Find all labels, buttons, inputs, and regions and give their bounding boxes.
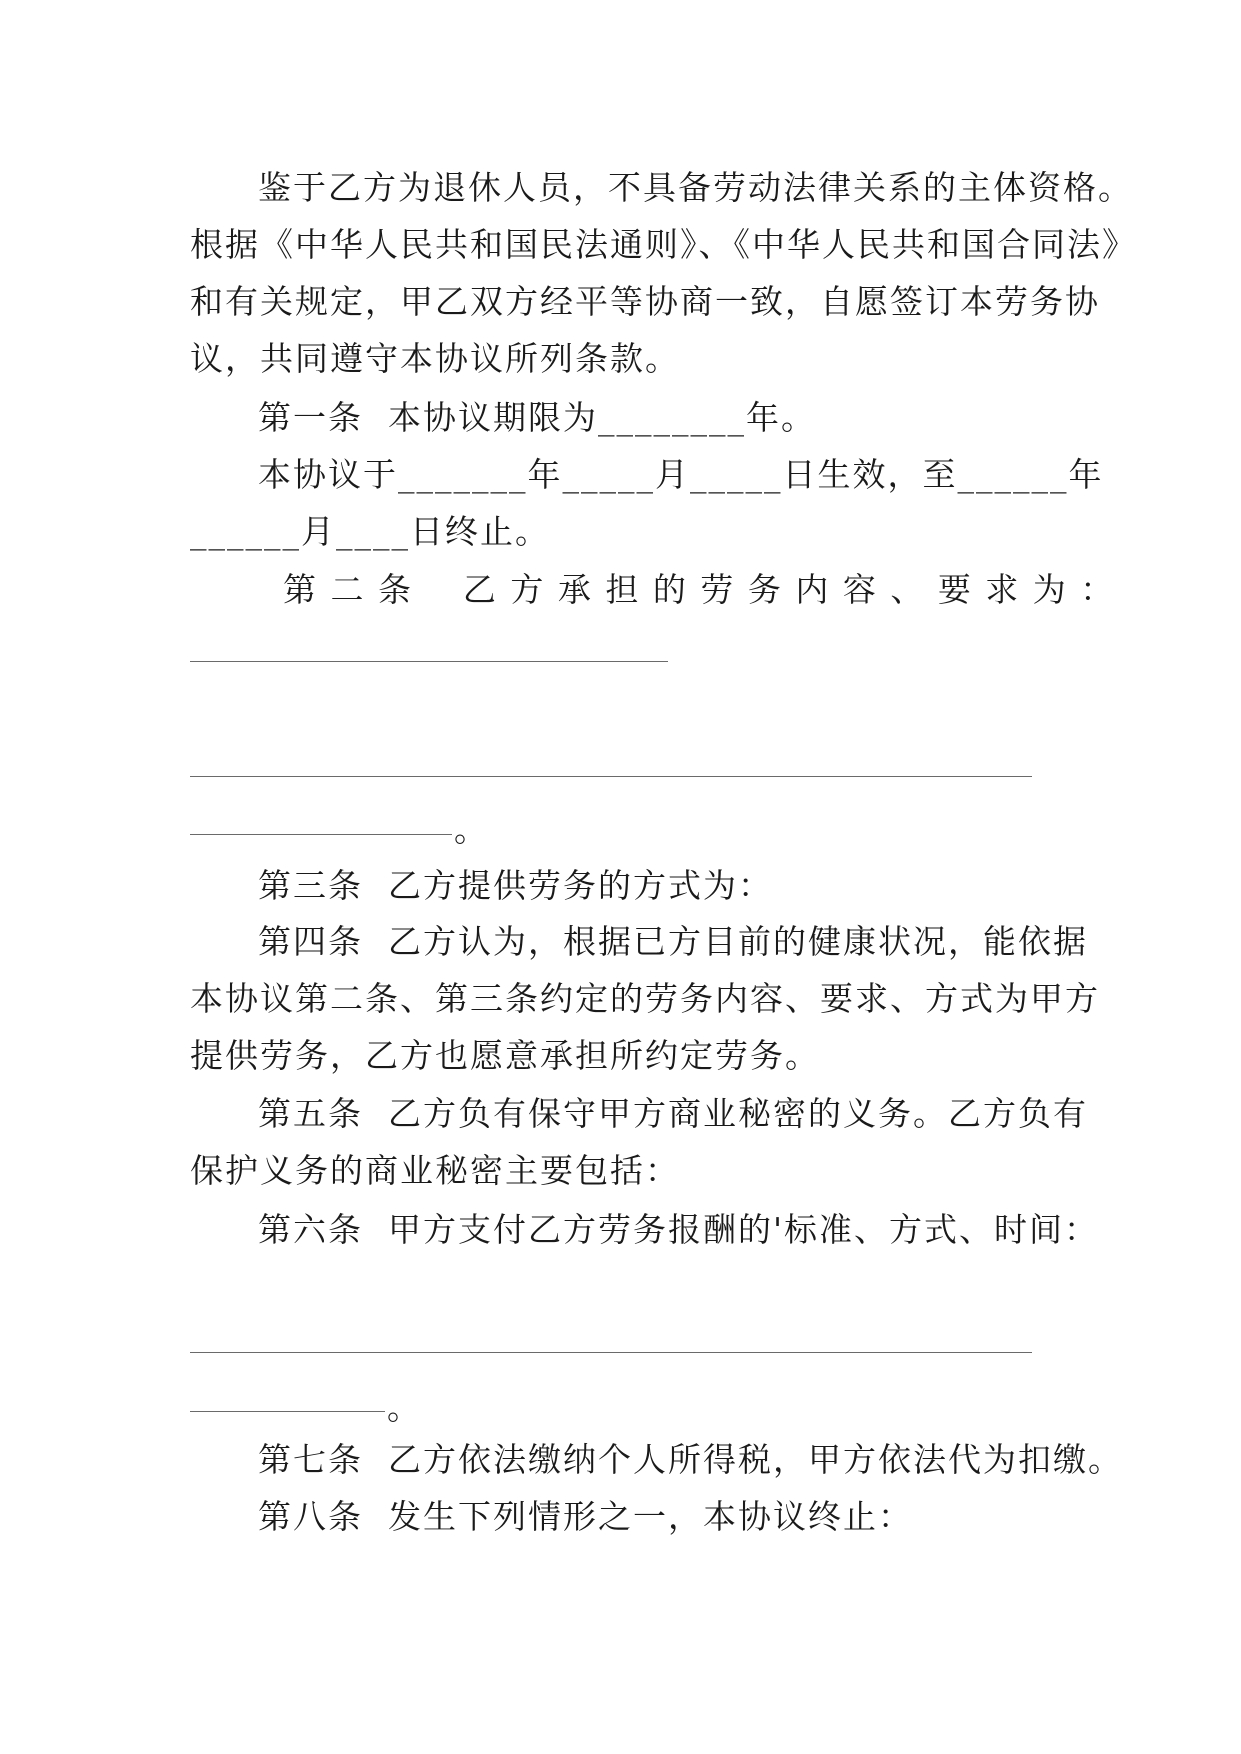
preamble-line-4: 议，共同遵守本协议所列条款。 <box>190 339 680 378</box>
article-3: 第三条 乙方提供劳务的方式为： <box>258 866 773 905</box>
article-6-period: 。 <box>387 1388 420 1427</box>
article-5-line-1: 第五条 乙方负有保守甲方商业秘密的义务。乙方负有 <box>258 1094 1088 1133</box>
article-2-period: 。 <box>454 810 487 849</box>
article-1-term: 第一条 本协议期限为________年。 <box>258 398 816 437</box>
preamble-line-3: 和有关规定，甲乙双方经平等协商一致，自愿签订本劳务协 <box>190 282 1100 321</box>
article-5-line-2: 保护义务的商业秘密主要包括： <box>190 1151 680 1190</box>
blank-line <box>190 834 452 835</box>
article-1-dates-line-1: 本协议于_______年_____月_____日生效，至______年 <box>258 455 1104 494</box>
article-4-line-2: 本协议第二条、第三条约定的劳务内容、要求、方式为甲方 <box>190 979 1100 1018</box>
article-4-line-1: 第四条 乙方认为，根据已方目前的健康状况，能依据 <box>258 922 1088 961</box>
preamble-line-2: 根据《中华人民共和国民法通则》、《中华人民共和国合同法》 <box>190 225 1137 264</box>
preamble-line-1: 鉴于乙方为退休人员，不具备劳动法律关系的主体资格。 <box>258 168 1133 207</box>
blank-line <box>190 1352 1032 1353</box>
blank-line <box>190 776 1032 777</box>
article-8: 第八条 发生下列情形之一，本协议终止： <box>258 1497 913 1536</box>
article-4-line-3: 提供劳务，乙方也愿意承担所约定劳务。 <box>190 1036 820 1075</box>
article-2-heading: 第 二 条 乙 方 承 担 的 劳 务 内 容 、 要 求 为 ： <box>258 570 1116 609</box>
article-6: 第六条 甲方支付乙方劳务报酬的'标准、方式、时间： <box>258 1210 1100 1249</box>
article-7: 第七条 乙方依法缴纳个人所得税，甲方依法代为扣缴。 <box>258 1440 1123 1479</box>
article-1-dates-line-2: ______月____日终止。 <box>190 512 550 551</box>
blank-line <box>190 661 668 662</box>
blank-line <box>190 1411 385 1412</box>
